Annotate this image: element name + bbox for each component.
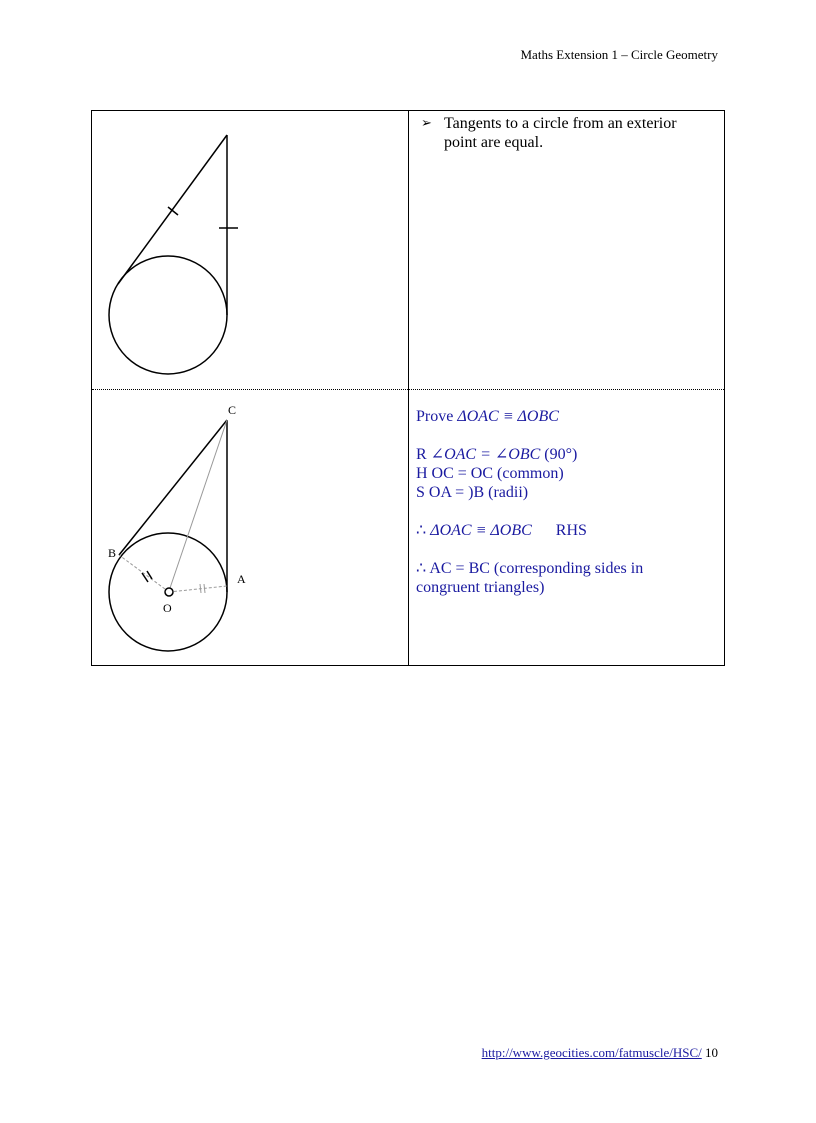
tick-mark-ob-2	[147, 571, 152, 579]
theorem-statement	[421, 114, 711, 152]
circle	[109, 256, 227, 374]
page-header: Maths Extension 1 – Circle Geometry	[520, 47, 718, 62]
label-c: C	[228, 403, 237, 417]
prove-word: Prove	[416, 408, 454, 425]
prove-statement: ΔOAC ≡ ΔOBC	[457, 408, 559, 425]
tangent-left	[118, 135, 227, 284]
conclusion-line-2: congruent triangles)	[416, 579, 545, 596]
label-b: B	[108, 546, 117, 560]
tangents-diagram	[92, 111, 408, 389]
label-o: O	[163, 601, 172, 615]
conclusion-text-1: AC = BC (corresponding sides in	[429, 560, 644, 577]
tangent-bc	[119, 420, 227, 555]
r-reason: (90°)	[544, 446, 578, 463]
r-prefix: R	[416, 446, 427, 463]
theorem-table	[91, 110, 725, 666]
radius-oa	[169, 586, 227, 592]
tick-mark-oa-1	[200, 584, 201, 593]
r-line	[416, 445, 716, 464]
h-line: H OC = OC (common)	[416, 465, 564, 482]
centre-point	[165, 588, 173, 596]
conclusion-line-1	[416, 559, 716, 578]
therefore-symbol: ∴	[416, 560, 427, 577]
prove-line	[416, 407, 716, 426]
proof-text	[416, 407, 716, 597]
s-line: S OA = )B (radii)	[416, 484, 529, 501]
label-a: A	[237, 572, 246, 586]
arrow-bullet-icon: ➢	[421, 116, 432, 131]
source-link[interactable]: http://www.geocities.com/fatmuscle/HSC/	[481, 1045, 702, 1060]
line-oc	[169, 420, 227, 591]
therefore-symbol: ∴	[416, 522, 427, 539]
proof-diagram	[92, 390, 408, 667]
statement-text: Tangents to a circle from an exterior point are equal.	[444, 115, 677, 151]
radius-ob	[119, 555, 169, 592]
tick-mark-oa-2	[204, 584, 205, 593]
column-divider	[408, 111, 409, 665]
page-footer	[482, 1045, 718, 1061]
congruence-statement: ΔOAC ≡ ΔOBC	[430, 522, 532, 539]
r-statement: ∠OAC = ∠OBC	[430, 446, 541, 463]
congruence-reason: RHS	[555, 522, 587, 539]
tick-mark-ob-1	[142, 573, 148, 582]
page-number: 10	[705, 1045, 718, 1060]
congruence-line	[416, 521, 716, 540]
